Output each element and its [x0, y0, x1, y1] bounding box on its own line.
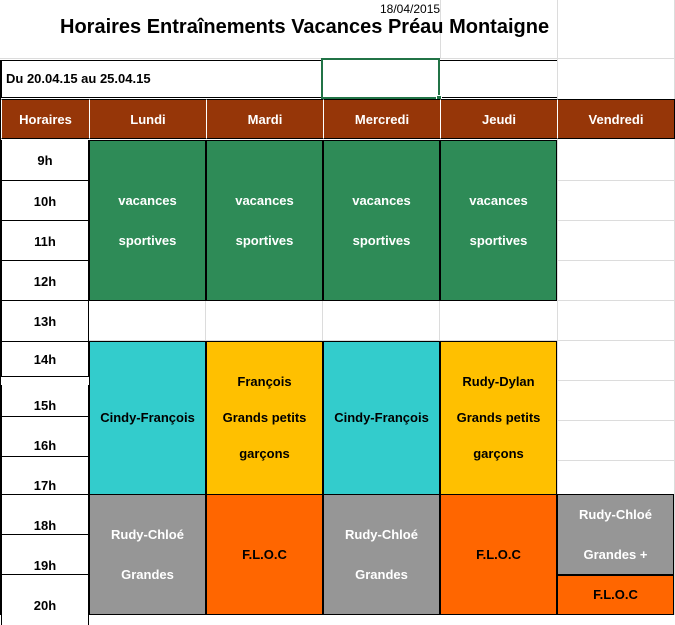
session-mercredi-afternoon[interactable] — [323, 341, 440, 495]
session-line: Cindy-François — [334, 410, 429, 425]
session-line: Rudy-Dylan — [462, 374, 535, 389]
hour-cell: 12h — [1, 261, 89, 301]
session-line: Grands petits — [222, 410, 307, 425]
session-line: Rudy-Chloé — [345, 526, 418, 542]
session-line: vacances — [469, 192, 528, 208]
hour-cell: 19h — [1, 545, 89, 585]
header-mercredi: Mercredi — [323, 99, 440, 139]
session-line: Rudy-Chloé — [579, 506, 652, 522]
selected-cell[interactable] — [321, 58, 440, 99]
session-jeudi-afternoon[interactable] — [440, 341, 557, 495]
period-cell[interactable]: Du 20.04.15 au 25.04.15 — [1, 60, 321, 98]
session-jeudi-evening[interactable] — [440, 494, 557, 615]
session-line: Grandes + — [583, 546, 648, 562]
header-mardi: Mardi — [206, 99, 323, 139]
session-mercredi-morning[interactable] — [323, 140, 440, 301]
session-vendredi-floc[interactable] — [557, 575, 674, 615]
session-lundi-evening[interactable] — [89, 494, 206, 615]
session-line: François — [237, 374, 292, 389]
session-jeudi-morning[interactable] — [440, 140, 557, 301]
session-line: vacances — [235, 192, 294, 208]
header-lundi: Lundi — [89, 99, 206, 139]
hour-cell: 10h — [1, 181, 89, 221]
session-line: sportives — [118, 232, 177, 248]
session-line: sportives — [352, 232, 411, 248]
session-line: sportives — [235, 232, 294, 248]
hour-cell: 11h — [1, 221, 89, 261]
hour-cell: 20h — [1, 585, 89, 625]
session-line: vacances — [118, 192, 177, 208]
session-line: garçons — [473, 446, 524, 461]
hour-cell: 14h — [1, 342, 89, 376]
session-line: garçons — [239, 446, 290, 461]
session-mardi-morning[interactable] — [206, 140, 323, 301]
session-line: Cindy-François — [100, 410, 195, 425]
session-vendredi-evening[interactable] — [557, 494, 674, 575]
session-line: Grands petits — [456, 410, 541, 425]
session-line: F.L.O.C — [476, 546, 521, 562]
session-line: F.L.O.C — [242, 546, 287, 562]
header-vendredi: Vendredi — [557, 99, 674, 139]
session-mardi-evening[interactable] — [206, 494, 323, 615]
hour-cell: 9h — [1, 140, 89, 180]
hour-cell: 18h — [1, 505, 89, 545]
sheet-title: Horaires Entraînements Vacances Préau Montaigne — [60, 16, 550, 38]
hour-cell: 15h — [1, 385, 89, 425]
session-line: F.L.O.C — [593, 587, 638, 602]
session-line: vacances — [352, 192, 411, 208]
hour-cell: 16h — [1, 425, 89, 465]
session-line: sportives — [469, 232, 528, 248]
session-line: Grandes — [355, 566, 408, 582]
hour-cell: 13h — [1, 301, 89, 341]
header-jeudi: Jeudi — [440, 99, 557, 139]
session-mardi-afternoon[interactable] — [206, 341, 323, 495]
empty-cell[interactable] — [440, 60, 557, 98]
session-line: Rudy-Chloé — [111, 526, 184, 542]
session-mercredi-evening[interactable] — [323, 494, 440, 615]
session-lundi-morning[interactable] — [89, 140, 206, 301]
hour-cell: 17h — [1, 465, 89, 505]
session-lundi-afternoon[interactable] — [89, 341, 206, 495]
header-horaires: Horaires — [1, 99, 89, 139]
date-label: 18/04/2015 — [380, 2, 441, 16]
session-line: Grandes — [121, 566, 174, 582]
